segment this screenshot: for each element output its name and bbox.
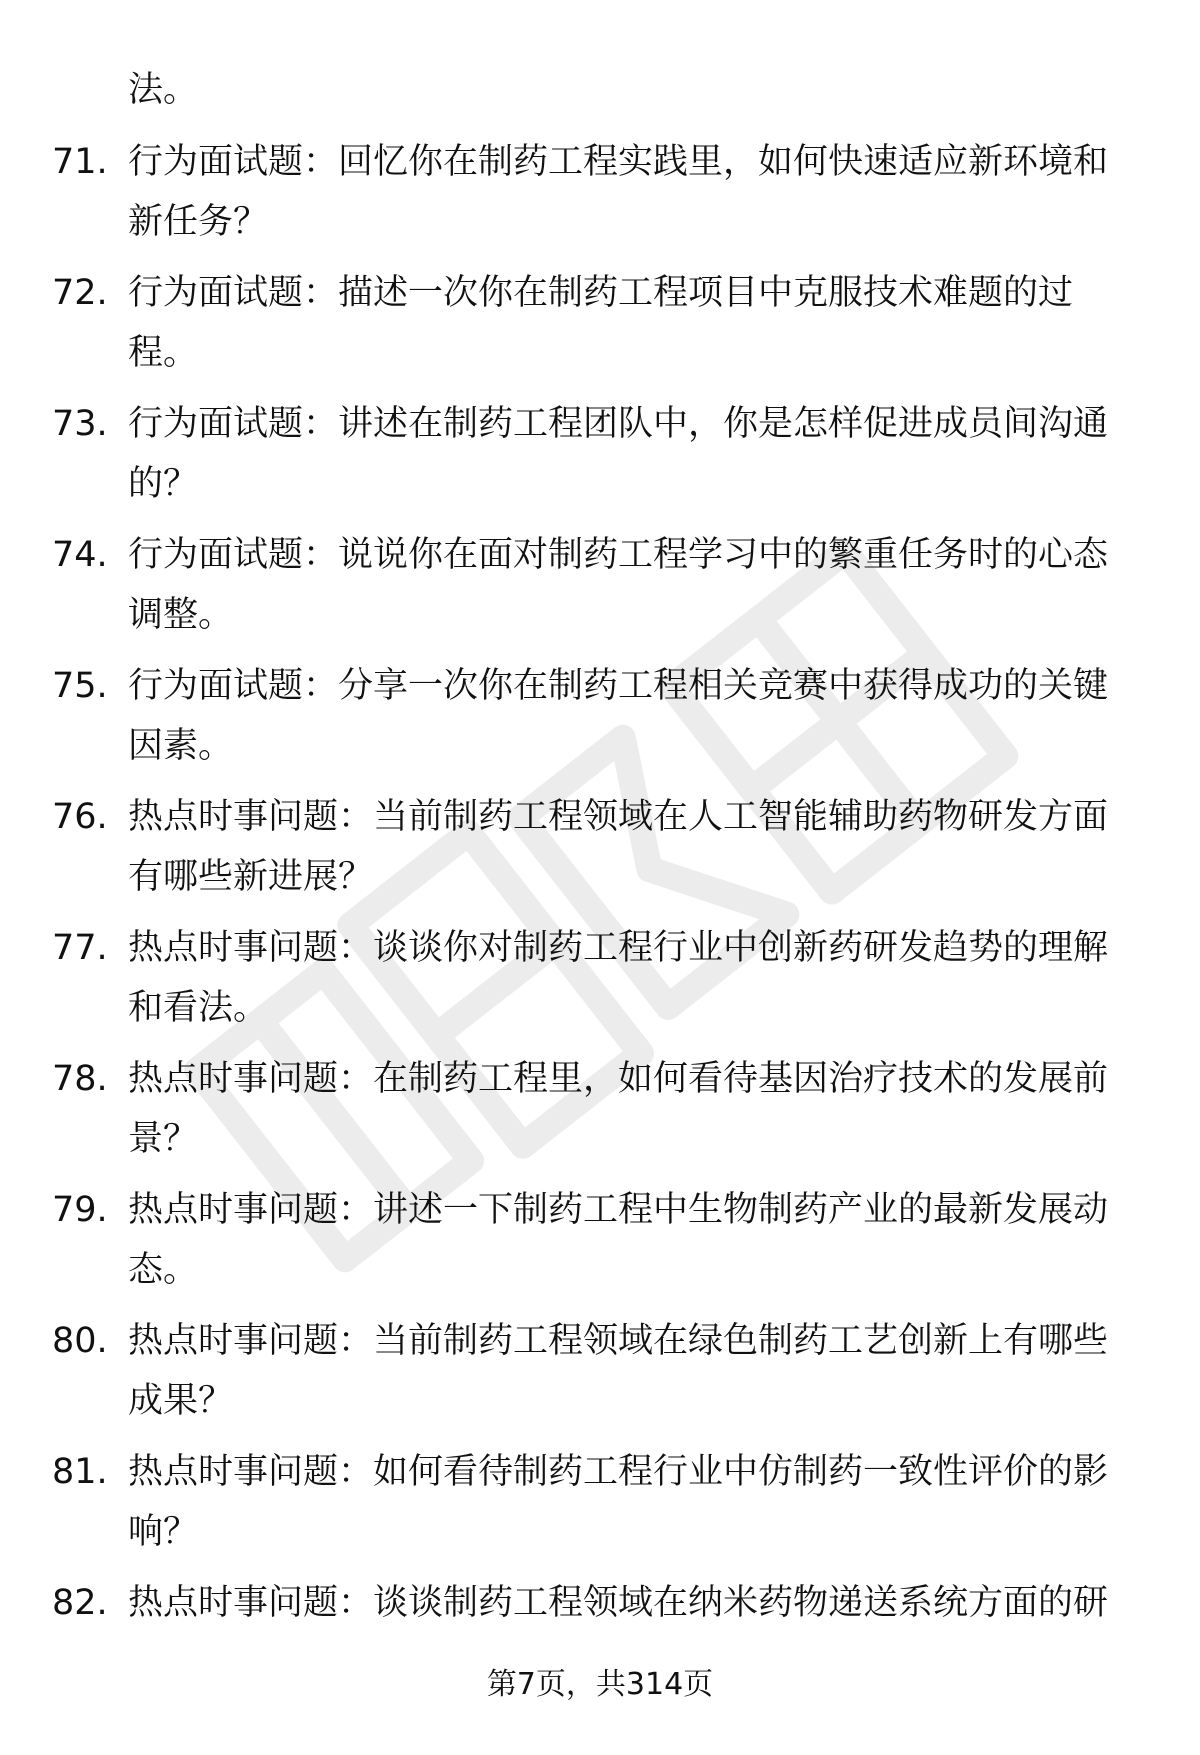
question-line: 热点时事问题：讲述一下制药工程中生物制药产业的最新发展动 [128, 1190, 1109, 1230]
question-line: 行为面试题：描述一次你在制药工程项目中克服技术难题的过 [128, 273, 1074, 313]
question-text [128, 132, 1138, 252]
question-number: 74. [52, 535, 108, 575]
question-list [0, 132, 1200, 1704]
question-line: 行为面试题：说说你在面对制药工程学习中的繁重任务时的心态 [128, 535, 1109, 575]
question-item [0, 525, 1200, 656]
question-item [0, 1180, 1200, 1311]
question-line: 因素。 [128, 726, 234, 766]
question-line: 景？ [128, 1119, 199, 1159]
question-text [128, 1442, 1138, 1562]
question-line: 行为面试题：回忆你在制药工程实践里，如何快速适应新环境和 [128, 142, 1109, 182]
question-item [0, 656, 1200, 787]
question-number: 76. [52, 797, 108, 837]
question-text [128, 787, 1138, 907]
question-number: 78. [52, 1059, 108, 1099]
question-line: 热点时事问题：当前制药工程领域在人工智能辅助药物研发方面 [128, 797, 1109, 837]
question-item [0, 918, 1200, 1049]
question-line: 成果？ [128, 1381, 234, 1421]
question-number: 71. [52, 142, 108, 182]
question-text [128, 1180, 1138, 1300]
question-text [128, 263, 1138, 383]
continuation-text: 法。 [128, 70, 199, 110]
question-number: 82. [52, 1583, 108, 1623]
question-line: 有哪些新进展？ [128, 857, 374, 897]
question-item [0, 1049, 1200, 1180]
question-line: 热点时事问题：在制药工程里，如何看待基因治疗技术的发展前 [128, 1059, 1109, 1099]
question-line: 热点时事问题：当前制药工程领域在绿色制药工艺创新上有哪些 [128, 1321, 1109, 1361]
question-line: 热点时事问题：谈谈制药工程领域在纳米药物递送系统方面的研 [128, 1583, 1109, 1623]
question-item [0, 787, 1200, 918]
page-footer: 第7页，共314页 [486, 1667, 714, 1702]
question-item [0, 394, 1200, 525]
question-item [0, 263, 1200, 394]
question-line: 调整。 [128, 595, 234, 635]
question-text [128, 918, 1138, 1038]
question-line: 态。 [128, 1250, 199, 1290]
question-line: 热点时事问题：如何看待制药工程行业中仿制药一致性评价的影 [128, 1452, 1109, 1492]
question-line: 响？ [128, 1512, 199, 1552]
question-text [128, 1311, 1138, 1431]
question-line: 的？ [128, 464, 199, 504]
question-text [128, 394, 1138, 514]
question-number: 72. [52, 273, 108, 313]
question-item [0, 1442, 1200, 1573]
question-number: 77. [52, 928, 108, 968]
question-line: 新任务？ [128, 202, 269, 242]
question-line: 行为面试题：分享一次你在制药工程相关竞赛中获得成功的关键 [128, 666, 1109, 706]
question-text [128, 1573, 1138, 1633]
question-number: 81. [52, 1452, 108, 1492]
question-number: 80. [52, 1321, 108, 1361]
question-item [0, 132, 1200, 263]
question-item [0, 1311, 1200, 1442]
question-line: 热点时事问题：谈谈你对制药工程行业中创新药研发趋势的理解 [128, 928, 1109, 968]
question-line: 程。 [128, 333, 199, 373]
question-line: 行为面试题：讲述在制药工程团队中，你是怎样促进成员间沟通 [128, 404, 1109, 444]
question-number: 79. [52, 1190, 108, 1230]
question-text [128, 525, 1138, 645]
question-text [128, 1049, 1138, 1169]
question-text [128, 656, 1138, 776]
question-line: 和看法。 [128, 988, 269, 1028]
question-number: 73. [52, 404, 108, 444]
question-number: 75. [52, 666, 108, 706]
